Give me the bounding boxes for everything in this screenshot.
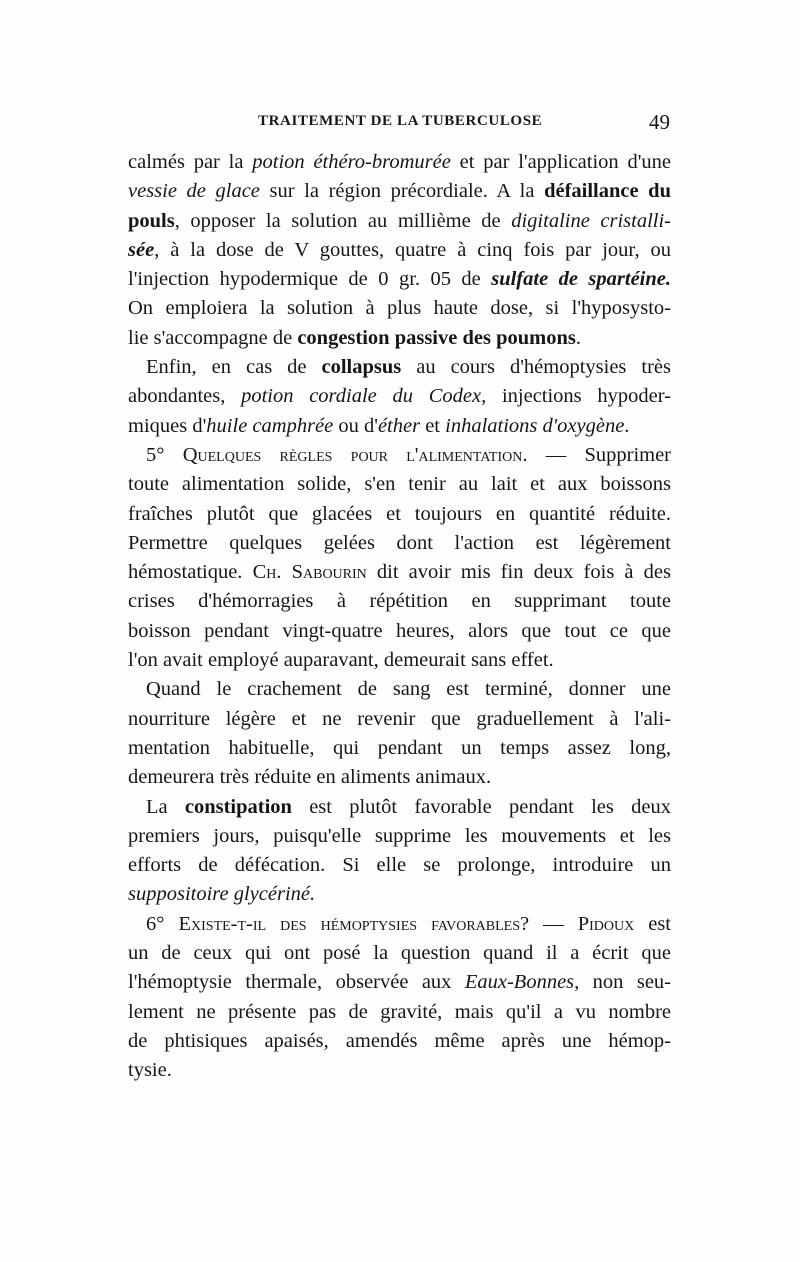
text-line bbox=[128, 1027, 671, 1056]
text-run: efforts de défécation. Si elle se prolonge, introduire un bbox=[128, 854, 671, 877]
text-run: tysie. bbox=[128, 1059, 172, 1082]
text-run: inhalations d'oxygène bbox=[445, 414, 625, 437]
text-run: — bbox=[529, 912, 578, 935]
text-line bbox=[128, 734, 671, 763]
text-line bbox=[128, 529, 671, 558]
text-line bbox=[128, 382, 671, 411]
text-line bbox=[128, 822, 671, 851]
text-run: et par l'application d'une bbox=[450, 151, 671, 173]
text-run: l'injection hypodermique de 0 gr. 05 de bbox=[128, 268, 492, 291]
text-run: On emploiera la solution à plus haute dose, si l'hyposysto- bbox=[128, 297, 671, 320]
text-run: huile camphrée bbox=[206, 414, 334, 437]
text-line bbox=[128, 412, 671, 441]
text-run: crises d'hémorragies à répétition en supprimant toute bbox=[128, 590, 671, 613]
text-run: collapsus bbox=[321, 356, 402, 379]
text-run: congestion passive des poumons bbox=[297, 326, 576, 349]
text-run: nourriture légère et ne revenir que graduellement à l'ali- bbox=[128, 707, 671, 730]
text-run: injections hypoder- bbox=[486, 385, 671, 408]
text-run: . bbox=[575, 326, 581, 349]
text-run: . bbox=[624, 414, 630, 437]
text-line bbox=[128, 587, 671, 616]
text-run: un de ceux qui ont posé la question quand il a écrit que bbox=[128, 942, 671, 965]
text-line bbox=[128, 705, 671, 734]
text-line bbox=[128, 236, 671, 265]
text-run: l'on avait employé auparavant, demeurait sans effet. bbox=[128, 649, 554, 672]
text-run: abondantes, bbox=[128, 385, 242, 408]
text-run: premiers jours, puisqu'elle supprime les mouvements et les bbox=[128, 824, 671, 847]
text-line bbox=[128, 265, 671, 294]
text-line bbox=[128, 558, 671, 587]
text-run: Ch. Sabourin bbox=[252, 561, 367, 584]
text-run: . — Supprimer bbox=[522, 443, 671, 466]
text-run: Enfin, en cas de bbox=[146, 356, 322, 379]
body-text bbox=[128, 148, 671, 1086]
text-run: hémostatique. bbox=[128, 561, 253, 584]
text-run: lie s'accompagne de bbox=[128, 326, 298, 349]
text-line bbox=[128, 763, 671, 792]
text-run: est bbox=[634, 912, 671, 935]
text-run: vessie de glace bbox=[128, 180, 260, 203]
text-line bbox=[128, 939, 671, 968]
text-run: suppositoire glycériné. bbox=[128, 883, 316, 906]
text-run: Quand le crachement de sang est terminé, donner une bbox=[146, 678, 671, 701]
text-line bbox=[128, 851, 671, 880]
text-line bbox=[128, 294, 671, 323]
text-run: , opposer la solution au millième de bbox=[174, 209, 512, 232]
text-run: potion cordiale du Codex, bbox=[241, 385, 487, 408]
text-run: non seu- bbox=[579, 971, 671, 994]
text-run: défaillance du bbox=[544, 180, 671, 203]
text-run: au cours d'hémoptysies très bbox=[401, 356, 671, 379]
text-run: sulfate de spartéine. bbox=[491, 268, 671, 291]
text-line bbox=[128, 353, 671, 382]
text-run: lement ne présente pas de gravité, mais qu'il a vu nombre bbox=[128, 1000, 671, 1023]
text-line bbox=[128, 441, 671, 470]
text-run: pouls bbox=[128, 209, 175, 232]
text-run: Existe-t-il des hémoptysies favorables? bbox=[178, 912, 530, 935]
text-line bbox=[128, 968, 671, 997]
text-run: , à la dose de V gouttes, quatre à cinq fois par jour, ou bbox=[154, 238, 671, 261]
text-run: 6° bbox=[146, 912, 179, 935]
text-run: est plutôt favorable pendant les deux bbox=[291, 795, 671, 818]
text-line bbox=[128, 675, 671, 704]
text-run: Quelques règles pour l'alimentation bbox=[182, 443, 523, 466]
text-run: sur la région précordiale. A la bbox=[259, 180, 545, 203]
text-line bbox=[128, 617, 671, 646]
text-run: l'hémoptysie thermale, observée aux bbox=[128, 971, 465, 994]
text-run: Pidoux bbox=[577, 912, 635, 935]
text-run: mentation habituelle, qui pendant un temps assez long, bbox=[128, 736, 671, 759]
text-run: constipation bbox=[184, 795, 292, 818]
text-run: toute alimentation solide, s'en tenir au lait et aux boissons bbox=[128, 473, 671, 496]
running-title: TRAITEMENT DE LA TUBERCULOSE bbox=[258, 113, 543, 129]
text-run: de phtisiques apaisés, amendés même après une hémop- bbox=[128, 1029, 671, 1052]
text-line bbox=[128, 470, 671, 499]
text-run: éther bbox=[377, 414, 421, 437]
text-run: Permettre quelques gelées dont l'action est légèrement bbox=[128, 531, 671, 554]
running-head bbox=[258, 110, 670, 139]
text-run: 5° bbox=[146, 443, 183, 466]
text-run: et bbox=[420, 414, 446, 437]
text-run: boisson pendant vingt-quatre heures, alors que tout ce que bbox=[128, 619, 671, 642]
text-line bbox=[128, 207, 671, 236]
text-line bbox=[128, 177, 671, 206]
text-run: Eaux-Bonnes, bbox=[464, 971, 580, 994]
text-line bbox=[128, 500, 671, 529]
text-run: calmés par la bbox=[128, 151, 253, 173]
text-run: digitaline cristalli- bbox=[511, 209, 671, 232]
page-number: 49 bbox=[649, 110, 670, 134]
text-line bbox=[128, 880, 671, 909]
text-line bbox=[128, 998, 671, 1027]
text-run: ou d' bbox=[333, 414, 378, 437]
text-line bbox=[128, 324, 671, 353]
text-run: demeurera très réduite en aliments animaux. bbox=[128, 766, 492, 789]
text-line bbox=[128, 646, 671, 675]
text-run: La bbox=[146, 795, 185, 818]
text-run: dit avoir mis fin deux fois à des bbox=[366, 561, 671, 584]
text-line bbox=[128, 793, 671, 822]
text-line bbox=[128, 910, 671, 939]
text-run: potion éthéro-bromurée bbox=[252, 151, 451, 173]
text-run: miques d' bbox=[128, 414, 207, 437]
text-line bbox=[128, 1056, 671, 1085]
text-line bbox=[128, 148, 671, 177]
text-run: sée bbox=[128, 238, 155, 261]
text-run: fraîches plutôt que glacées et toujours en quantité réduite. bbox=[128, 502, 671, 525]
